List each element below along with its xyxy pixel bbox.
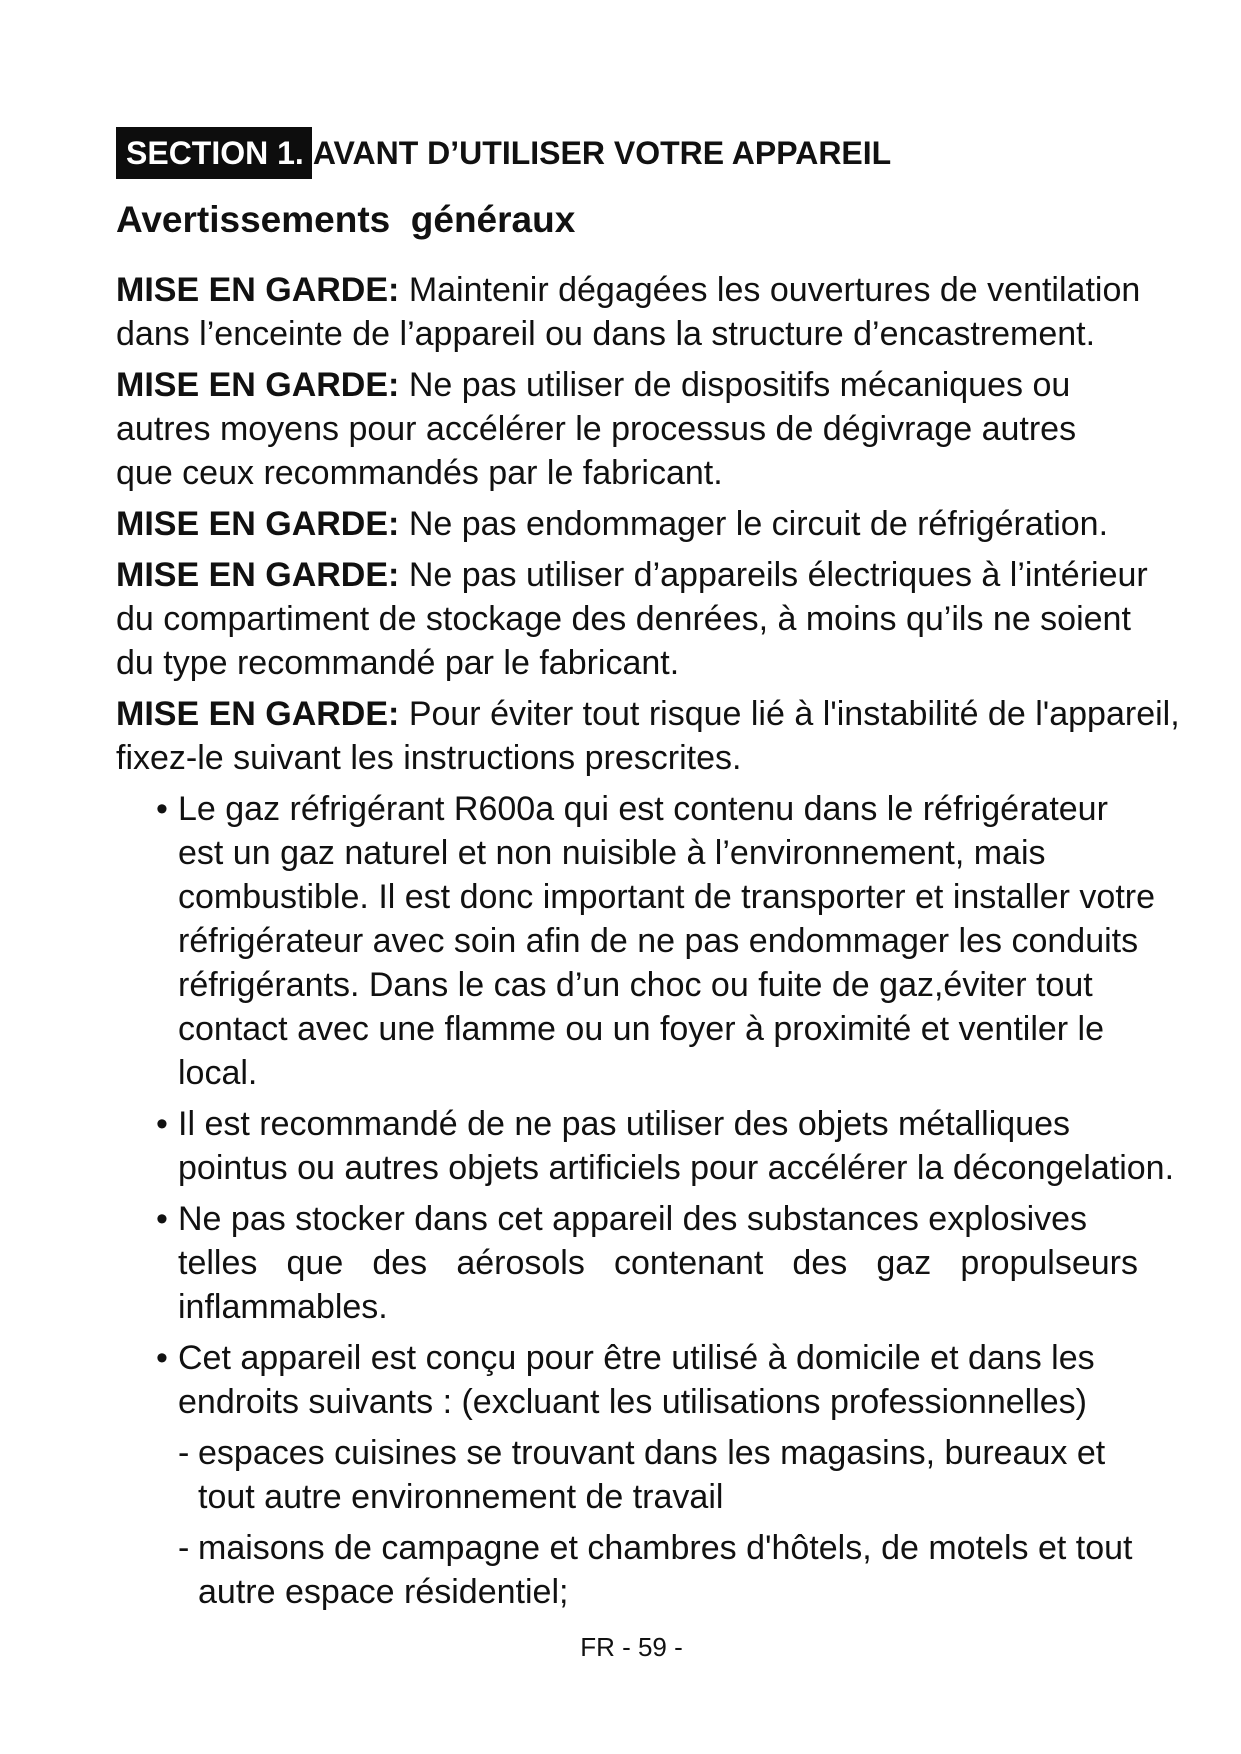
dash-list-item [116, 1526, 1241, 1614]
list-item [116, 787, 1241, 1095]
list-item [116, 1197, 1241, 1329]
warning-text: autres moyens pour accélérer le processus de dégivrage autres [116, 410, 1077, 448]
warning-text: fixez-le suivant les instructions prescrites. [116, 739, 742, 777]
subsection-title: Avertissements généraux [116, 199, 576, 240]
list-item [116, 1336, 1241, 1424]
warning-label: MISE EN GARDE: [116, 366, 400, 404]
dash-item-text: maisons de campagne et chambres d'hôtels, de motels et tout [198, 1529, 1133, 1567]
warning-text: Maintenir dégagées les ouvertures de ventilation [408, 271, 1141, 309]
warning-text: Ne pas utiliser de dispositifs mécaniques ou [408, 366, 1071, 404]
list-item-text: Le gaz réfrigérant R600a qui est contenu dans le réfrigérateur [178, 790, 1108, 828]
list-item-text: pointus ou autres objets artificiels pour accélérer la décongelation. [178, 1149, 1175, 1187]
dash-item-text: tout autre environnement de travail [198, 1478, 724, 1516]
warning-label: MISE EN GARDE: [116, 556, 400, 594]
list-item-text: réfrigérateur avec soin afin de ne pas endommager les conduits [178, 922, 1139, 960]
section-heading [116, 127, 891, 179]
list-item-text: réfrigérants. Dans le cas d’un choc ou fuite de gaz,éviter tout [178, 966, 1093, 1004]
bullet-list [116, 787, 1241, 1424]
bullet-icon: • [156, 790, 168, 828]
list-item-text: local. [178, 1054, 258, 1092]
list-item-text: combustible. Il est donc important de transporter et installer votre [178, 878, 1156, 916]
warning-text: du type recommandé par le fabricant. [116, 644, 680, 682]
list-item-text: Il est recommandé de ne pas utiliser des objets métalliques [178, 1105, 1071, 1143]
bullet-icon: • [156, 1105, 168, 1143]
warning-label: MISE EN GARDE: [116, 695, 400, 733]
dash-item-text: autre espace résidentiel; [198, 1573, 569, 1611]
dash-icon: - [178, 1434, 190, 1472]
list-item-text: Ne pas stocker dans cet appareil des substances explosives [178, 1200, 1088, 1238]
dash-item-text: espaces cuisines se trouvant dans les magasins, bureaux et [198, 1434, 1106, 1472]
warning-text: Ne pas endommager le circuit de réfrigération. [408, 505, 1109, 543]
body-content [116, 268, 1241, 1621]
warning-label: MISE EN GARDE: [116, 505, 400, 543]
warning-text: dans l’enceinte de l’appareil ou dans la structure d’encastrement. [116, 315, 1096, 353]
warning-text: du compartiment de stockage des denrées, à moins qu’ils ne soient [116, 600, 1131, 638]
warning-paragraph [116, 692, 1241, 780]
list-item-text: Cet appareil est conçu pour être utilisé à domicile et dans les [178, 1339, 1095, 1377]
warning-paragraph [116, 502, 1241, 546]
section-title: AVANT D’UTILISER VOTRE APPAREIL [312, 135, 892, 171]
list-item-text: contact avec une flamme ou un foyer à proximité et ventiler le [178, 1010, 1105, 1048]
list-item-text: est un gaz naturel et non nuisible à l’environnement, mais [178, 834, 1046, 872]
warning-paragraph [116, 268, 1241, 356]
list-item [116, 1102, 1241, 1190]
bullet-icon: • [156, 1339, 168, 1377]
list-item-text: inflammables. [178, 1288, 388, 1326]
warning-text: que ceux recommandés par le fabricant. [116, 454, 723, 492]
warning-text: Ne pas utiliser d’appareils électriques à l’intérieur [408, 556, 1148, 594]
warning-paragraph [116, 363, 1241, 495]
dash-list-item [116, 1431, 1241, 1519]
page-number: FR - 59 - [580, 1632, 683, 1662]
list-item-text: telles que des aérosols contenant des gaz propulseurs [178, 1244, 1138, 1282]
dash-icon: - [178, 1529, 190, 1567]
warning-paragraph [116, 553, 1241, 685]
list-item-text: endroits suivants : (excluant les utilisations professionnelles) [178, 1383, 1088, 1421]
warning-text: Pour éviter tout risque lié à l'instabilité de l'appareil, [408, 695, 1180, 733]
bullet-icon: • [156, 1200, 168, 1238]
section-number-badge: SECTION 1. [116, 127, 312, 179]
warning-label: MISE EN GARDE: [116, 271, 400, 309]
